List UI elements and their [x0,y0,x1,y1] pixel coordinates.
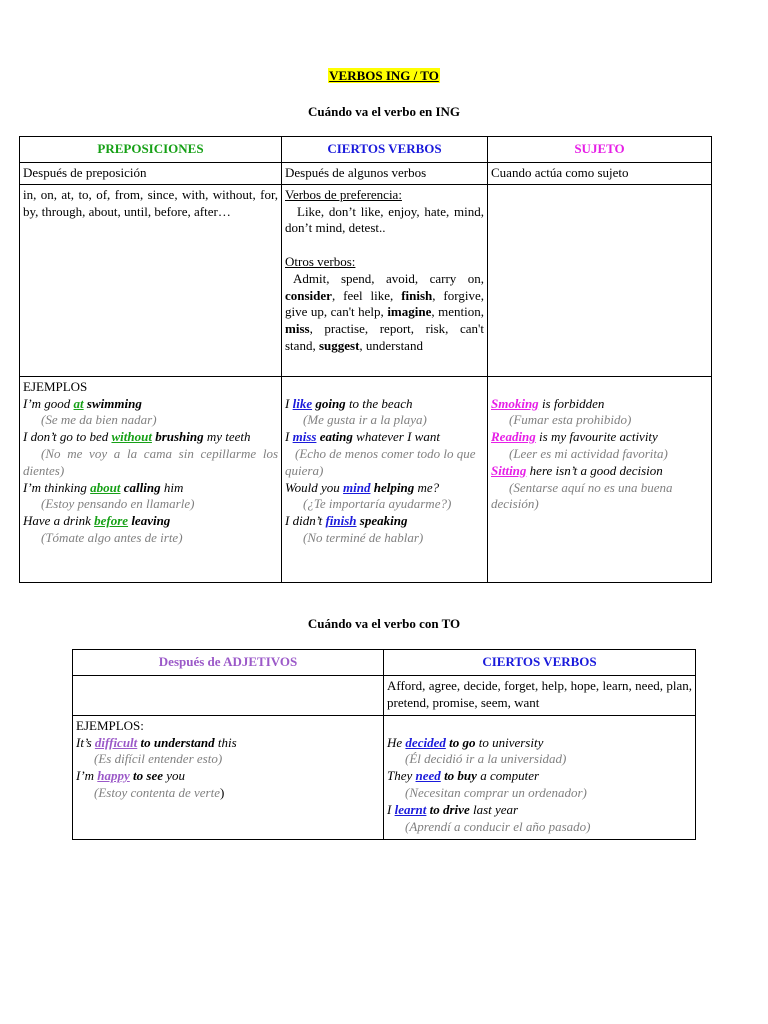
example-translation: (¿Te importaría ayudarme?) [303,496,452,512]
example-translation: (Leer es mi actividad favorita) [509,445,668,461]
example-translation: (No terminé de hablar) [303,529,424,545]
examples-verbos [282,376,488,582]
examples-preposiciones [20,376,282,582]
example-translation: (No me voy a la cama sin cepillarme los dientes) [23,445,278,478]
example-translation: (Necesitan comprar un ordenador) [405,784,587,800]
pref-verbs: Like, don’t like, enjoy, hate, mind, don’t mind, detest.. [285,203,484,236]
examples-sujeto [488,376,712,582]
example-translation: (Aprendí a conducir el año pasado) [405,818,591,834]
header-adjetivos: Después de ADJETIVOS [73,650,384,676]
to-verbs-list: Afford, agree, decide, forget, help, hope, learn, need, plan, pretend, promise, seem, want [384,675,696,715]
example-sentence: They need to buy a computer [387,768,540,784]
examples-label: EJEMPLOS [23,378,88,394]
example-sentence: Sitting here isn’t a good decision [491,462,663,478]
desc-preposicion: Después de preposición [20,162,282,184]
pref-heading: Verbos de preferencia: [285,186,402,202]
example-sentence: Would you mind helping me? [285,479,440,495]
prepositions-list: in, on, at, to, of, from, since, with, without, for, by, through, about, until, before, after… [20,184,282,376]
example-translation: (Sentarse aquí no es una buena decisión) [491,479,673,512]
example-sentence: I’m happy to see you [76,768,186,784]
example-sentence: Reading is my favourite activity [491,429,658,445]
example-translation: (Estoy contenta de verte) [94,784,225,800]
example-sentence: Smoking is forbidden [491,395,605,411]
example-sentence: I miss eating whatever I want [285,429,440,445]
example-sentence: It’s difficult to understand this [76,734,237,750]
example-translation: (Echo de menos comer todo lo que quiera) [285,445,476,478]
header-preposiciones: PREPOSICIONES [20,137,282,163]
section-to-title: Cuándo va el verbo con TO [307,616,461,631]
example-translation: (Tómate algo antes de irte) [41,529,183,545]
example-sentence: I didn’t finish speaking [285,513,408,529]
example-sentence: I’m thinking about calling him [23,479,184,495]
example-translation: (Es difícil entender esto) [94,751,223,767]
section-ing-title: Cuándo va el verbo en ING [307,104,461,119]
example-translation: (Estoy pensando en llamarle) [41,496,195,512]
example-translation: (Él decidió ir a la universidad) [405,751,567,767]
page-title: VERBOS ING / TO [329,68,439,83]
header-ciertos-verbos-to: CIERTOS VERBOS [384,650,696,676]
empty-cell [73,675,384,715]
example-sentence: I learnt to drive last year [387,801,519,817]
ing-table [19,136,712,583]
other-verbs: Admit, spend, avoid, carry on, consider, feel like, finish, forgive, give up, can't help, imagine, mention, miss, practise, report, risk, can't stand, suggest, understand [285,270,484,353]
example-sentence: Have a drink before leaving [23,513,171,529]
examples-label: EJEMPLOS: [76,717,144,733]
example-sentence: He decided to go to university [387,734,544,750]
example-translation: (Se me da bien nadar) [41,412,157,428]
header-ciertos-verbos: CIERTOS VERBOS [282,137,488,163]
desc-sujeto: Cuando actúa como sujeto [488,162,712,184]
to-table [72,649,696,840]
verbs-list-cell [282,184,488,376]
other-heading: Otros verbos: [285,253,356,269]
desc-verbos: Después de algunos verbos [282,162,488,184]
example-sentence: I don’t go to bed without brushing my teeth [23,429,251,445]
header-sujeto: SUJETO [488,137,712,163]
examples-verbos-to [384,715,696,839]
example-translation: (Fumar esta prohibido) [509,412,632,428]
examples-adjetivos [73,715,384,839]
example-sentence: I like going to the beach [285,395,413,411]
empty-cell [488,184,712,376]
example-translation: (Me gusta ir a la playa) [303,412,427,428]
example-sentence: I’m good at swimming [23,395,142,411]
